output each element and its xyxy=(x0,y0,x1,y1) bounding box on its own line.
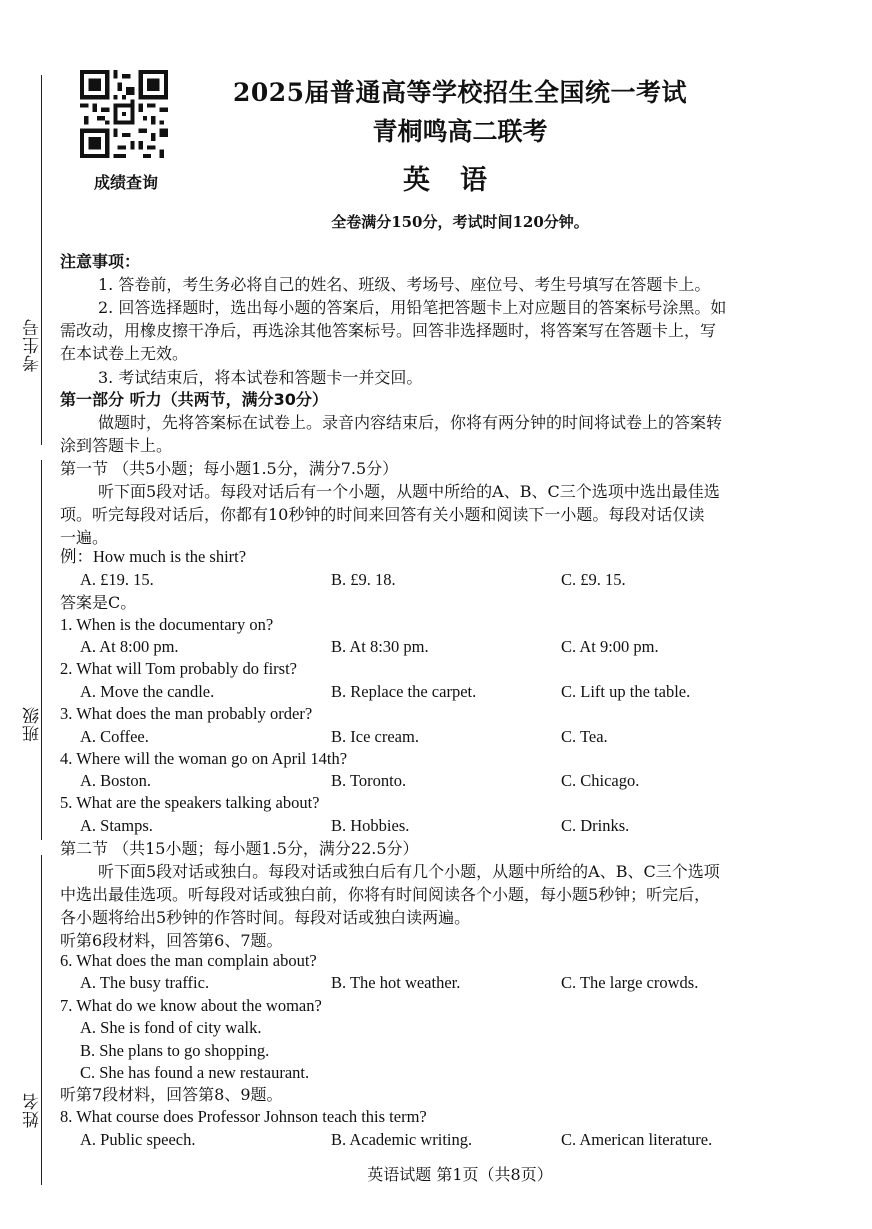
notes-item: 需改动，用橡皮擦干净后，再选涂其他答案标号。回答非选择题时，将答案写在答题卡上，写 xyxy=(60,321,717,340)
qr-caption: 成绩查询 xyxy=(93,173,158,192)
option-a: A. At 8:00 pm. xyxy=(80,637,179,656)
exam-subtitle: 青桐鸣高二联考 xyxy=(372,117,548,146)
option-b: B. At 8:30 pm. xyxy=(331,637,429,656)
section1-intro: 听下面5段对话。每段对话后有一个小题，从题中所给的A、B、C三个选项中选出最佳选 xyxy=(98,482,720,501)
part1-title: 第一部分 听力（共两节，满分30分） xyxy=(60,390,328,409)
option-b: B. £9. 18. xyxy=(331,570,396,589)
qr-code-icon[interactable] xyxy=(80,70,168,158)
option-a: A. Move the candle. xyxy=(80,682,215,701)
option-b: B. Replace the carpet. xyxy=(331,682,477,701)
option-b: B. Toronto. xyxy=(331,771,407,790)
question-2: 2. What will Tom probably do first? xyxy=(60,659,297,678)
option-b: B. Hobbies. xyxy=(331,816,410,835)
section1-intro: 一遍。 xyxy=(60,528,109,547)
example-question: 例：How much is the shirt? xyxy=(60,547,247,566)
margin-label-student-id: 考生号 xyxy=(23,318,43,372)
binding-line xyxy=(41,460,42,840)
example-answer: 答案是C。 xyxy=(60,593,137,612)
option-b: B. The hot weather. xyxy=(331,973,461,992)
binding-line xyxy=(41,855,42,1185)
question-4: 4. Where will the woman go on April 14th? xyxy=(60,749,348,768)
part1-intro: 做题时，先将答案标在试卷上。录音内容结束后，你将有两分钟的时间将试卷上的答案转 xyxy=(98,413,723,432)
page-footer: 英语试题 第1页（共8页） xyxy=(367,1165,553,1184)
material-heading: 听第6段材料，回答第6、7题。 xyxy=(60,931,283,950)
part1-intro: 涂到答题卡上。 xyxy=(60,436,173,455)
option-c: C. Chicago. xyxy=(561,771,640,790)
question-1: 1. When is the documentary on? xyxy=(60,615,274,634)
option-c: C. £9. 15. xyxy=(561,570,626,589)
section2-intro: 中选出最佳选项。听每段对话或独白前，你将有时间阅读各个小题，每小题5秒钟；听完后， xyxy=(60,885,711,904)
exam-title: 2025届普通高等学校招生全国统一考试 xyxy=(232,78,688,107)
notes-item: 3. 考试结束后，将本试卷和答题卡一并交回。 xyxy=(98,368,423,387)
subject-title: 英语 xyxy=(403,165,517,196)
question-8: 8. What course does Professor Johnson teach this term? xyxy=(60,1107,427,1126)
option-a: A. Boston. xyxy=(80,771,152,790)
full-mark-note: 全卷满分150分，考试时间120分钟。 xyxy=(331,213,589,231)
option-c: C. The large crowds. xyxy=(561,973,699,992)
option-a: A. Public speech. xyxy=(80,1130,196,1149)
section2-title: 第二节 （共15小题；每小题1.5分，满分22.5分） xyxy=(60,839,419,858)
option-b: B. She plans to go shopping. xyxy=(80,1041,270,1060)
section1-intro: 项。听完每段对话后，你都有10秒钟的时间来回答有关小题和阅读下一小题。每段对话仅读 xyxy=(60,505,705,524)
section2-intro: 听下面5段对话或独白。每段对话或独白后有几个小题，从题中所给的A、B、C三个选项 xyxy=(98,862,720,881)
notes-title: 注意事项： xyxy=(60,252,141,271)
option-c: C. Lift up the table. xyxy=(561,682,691,701)
option-b: B. Academic writing. xyxy=(331,1130,473,1149)
question-6: 6. What does the man complain about? xyxy=(60,951,317,970)
option-a: A. The busy traffic. xyxy=(80,973,210,992)
option-c: C. Drinks. xyxy=(561,816,630,835)
question-7: 7. What do we know about the woman? xyxy=(60,996,322,1015)
option-c: C. At 9:00 pm. xyxy=(561,637,659,656)
section2-intro: 各小题将给出5秒钟的作答时间。每段对话或独白读两遍。 xyxy=(60,908,471,927)
option-a: A. £19. 15. xyxy=(80,570,154,589)
option-c: C. American literature. xyxy=(561,1130,713,1149)
option-c: C. She has found a new restaurant. xyxy=(80,1063,310,1082)
margin-label-name: 姓名 xyxy=(23,1092,43,1128)
option-a: A. Coffee. xyxy=(80,727,149,746)
question-3: 3. What does the man probably order? xyxy=(60,704,313,723)
margin-label-class: 班级 xyxy=(23,706,43,742)
notes-item: 在本试卷上无效。 xyxy=(60,344,189,363)
option-c: C. Tea. xyxy=(561,727,608,746)
question-5: 5. What are the speakers talking about? xyxy=(60,793,320,812)
material-heading: 听第7段材料，回答第8、9题。 xyxy=(60,1085,283,1104)
option-b: B. Ice cream. xyxy=(331,727,419,746)
option-a: A. She is fond of city walk. xyxy=(80,1018,262,1037)
option-a: A. Stamps. xyxy=(80,816,153,835)
notes-item: 2. 回答选择题时，选出每小题的答案后，用铅笔把答题卡上对应题目的答案标号涂黑。如 xyxy=(98,298,727,317)
section1-title: 第一节 （共5小题；每小题1.5分，满分7.5分） xyxy=(60,459,399,478)
binding-line xyxy=(41,75,42,445)
notes-item: 1. 答卷前，考生务必将自己的姓名、班级、考场号、座位号、考生号填写在答题卡上。 xyxy=(98,275,711,294)
